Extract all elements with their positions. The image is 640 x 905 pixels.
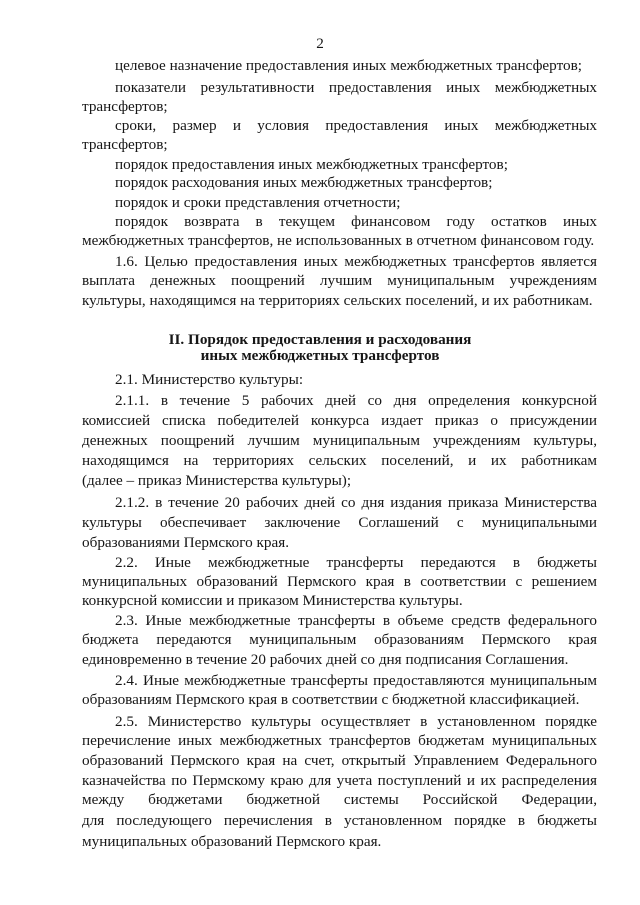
text-line-content: бюджета передаются муниципальным образованиям Пермского края xyxy=(82,631,597,648)
text-line-content: находящимся на территориях сельских поселений, и их работникам xyxy=(82,452,597,469)
text-line xyxy=(0,470,640,492)
text-line xyxy=(0,831,640,853)
text-line-content: порядок предоставления иных межбюджетных трансфертов; xyxy=(115,156,508,173)
text-line-content: 2.2. Иные межбюджетные трансферты передаются в бюджеты xyxy=(115,554,597,571)
text-line xyxy=(0,450,640,472)
text-line xyxy=(0,410,640,432)
text-line xyxy=(0,689,640,711)
text-line xyxy=(0,512,640,534)
text-line-content: между бюджетами бюджетной системы Российской Федерации, xyxy=(82,791,597,808)
text-line xyxy=(0,532,640,554)
text-line xyxy=(0,649,640,671)
text-line-content: (далее – приказ Министерства культуры); xyxy=(82,472,352,489)
text-line-content: перечисление иных межбюджетных трансфертов бюджетам муниципальных xyxy=(82,732,597,749)
text-line xyxy=(0,430,640,452)
section-heading: иных межбюджетных трансфертов xyxy=(200,347,440,364)
text-line-content: денежных поощрений лучшим муниципальным учреждениям культуры, xyxy=(82,432,597,449)
text-line-content: сроки, размер и условия предоставления иных межбюджетных xyxy=(115,117,597,134)
text-line-content: 2.1.1. в течение 5 рабочих дней со дня определения конкурсной xyxy=(115,392,597,409)
text-line-content: образованиям Пермского края в соответствии с бюджетной классификацией. xyxy=(82,691,580,708)
text-line-content: образований Пермского края на счет, открытый Управлением Федерального xyxy=(82,752,597,769)
text-line xyxy=(0,492,640,514)
text-line xyxy=(0,172,640,194)
text-line xyxy=(0,789,640,811)
page-number: 2 xyxy=(316,35,324,52)
text-line-content: 1.6. Целью предоставления иных межбюджетных трансфертов является xyxy=(115,253,597,270)
text-line xyxy=(0,730,640,752)
text-line-content: 2.1.2. в течение 20 рабочих дней со дня издания приказа Министерства xyxy=(115,494,597,511)
text-line-content: трансфертов; xyxy=(82,136,168,153)
text-line-content: 2.1. Министерство культуры: xyxy=(115,371,304,388)
text-line-content: казначейства по Пермскому краю для учета поступлений и их распределения xyxy=(82,772,597,789)
text-line xyxy=(0,810,640,832)
text-line-content: порядок расходования иных межбюджетных трансфертов; xyxy=(115,174,493,191)
text-line-content: трансфертов; xyxy=(82,98,168,115)
text-line-content: муниципальных образований Пермского края. xyxy=(82,833,382,850)
text-line-content: муниципальных образований Пермского края в соответствии с решением xyxy=(82,573,597,590)
text-line xyxy=(0,270,640,292)
text-line xyxy=(0,590,640,612)
text-line-content: культуры, находящимся на территориях сельских поселений, и их работникам. xyxy=(82,292,593,309)
text-line-content: комиссией списка победителей конкурса издает приказ о присуждении xyxy=(82,412,597,429)
text-line xyxy=(0,230,640,252)
text-line-content: 2.5. Министерство культуры осуществляет в установленном порядке xyxy=(115,713,597,730)
text-line xyxy=(0,390,640,412)
text-line xyxy=(0,290,640,312)
text-line-content: 2.4. Иные межбюджетные трансферты предоставляются муниципальным xyxy=(115,672,597,689)
text-line-content: межбюджетных трансфертов, не использованных в отчетном финансовом году. xyxy=(82,232,595,249)
text-line-content: образованиями Пермского края. xyxy=(82,534,290,551)
text-line-content: конкурсной комиссии и приказом Министерства культуры. xyxy=(82,592,463,609)
text-line xyxy=(0,629,640,651)
text-line-content: целевое назначение предоставления иных межбюджетных трансфертов; xyxy=(115,57,582,74)
text-line-content: порядок и сроки представления отчетности; xyxy=(115,194,401,211)
text-line-content: порядок возврата в текущем финансовом году остатков иных xyxy=(115,213,597,230)
section-heading: II. Порядок предоставления и расходования xyxy=(168,331,472,348)
text-line-content: единовременно в течение 20 рабочих дней со дня подписания Соглашения. xyxy=(82,651,569,668)
text-line-content: 2.3. Иные межбюджетные трансферты в объеме средств федерального xyxy=(115,612,597,629)
text-line-content: показатели результативности предоставления иных межбюджетных xyxy=(115,79,597,96)
text-line-content: культуры обеспечивает заключение Соглашений с муниципальными xyxy=(82,514,597,531)
text-line xyxy=(0,750,640,772)
text-line xyxy=(0,55,640,77)
text-line xyxy=(0,134,640,156)
text-line-content: выплата денежных поощрений лучшим муниципальным учреждениям xyxy=(82,272,597,289)
text-line-content: для последующего перечисления в установленном порядке в бюджеты xyxy=(82,812,597,829)
text-line xyxy=(0,369,640,391)
